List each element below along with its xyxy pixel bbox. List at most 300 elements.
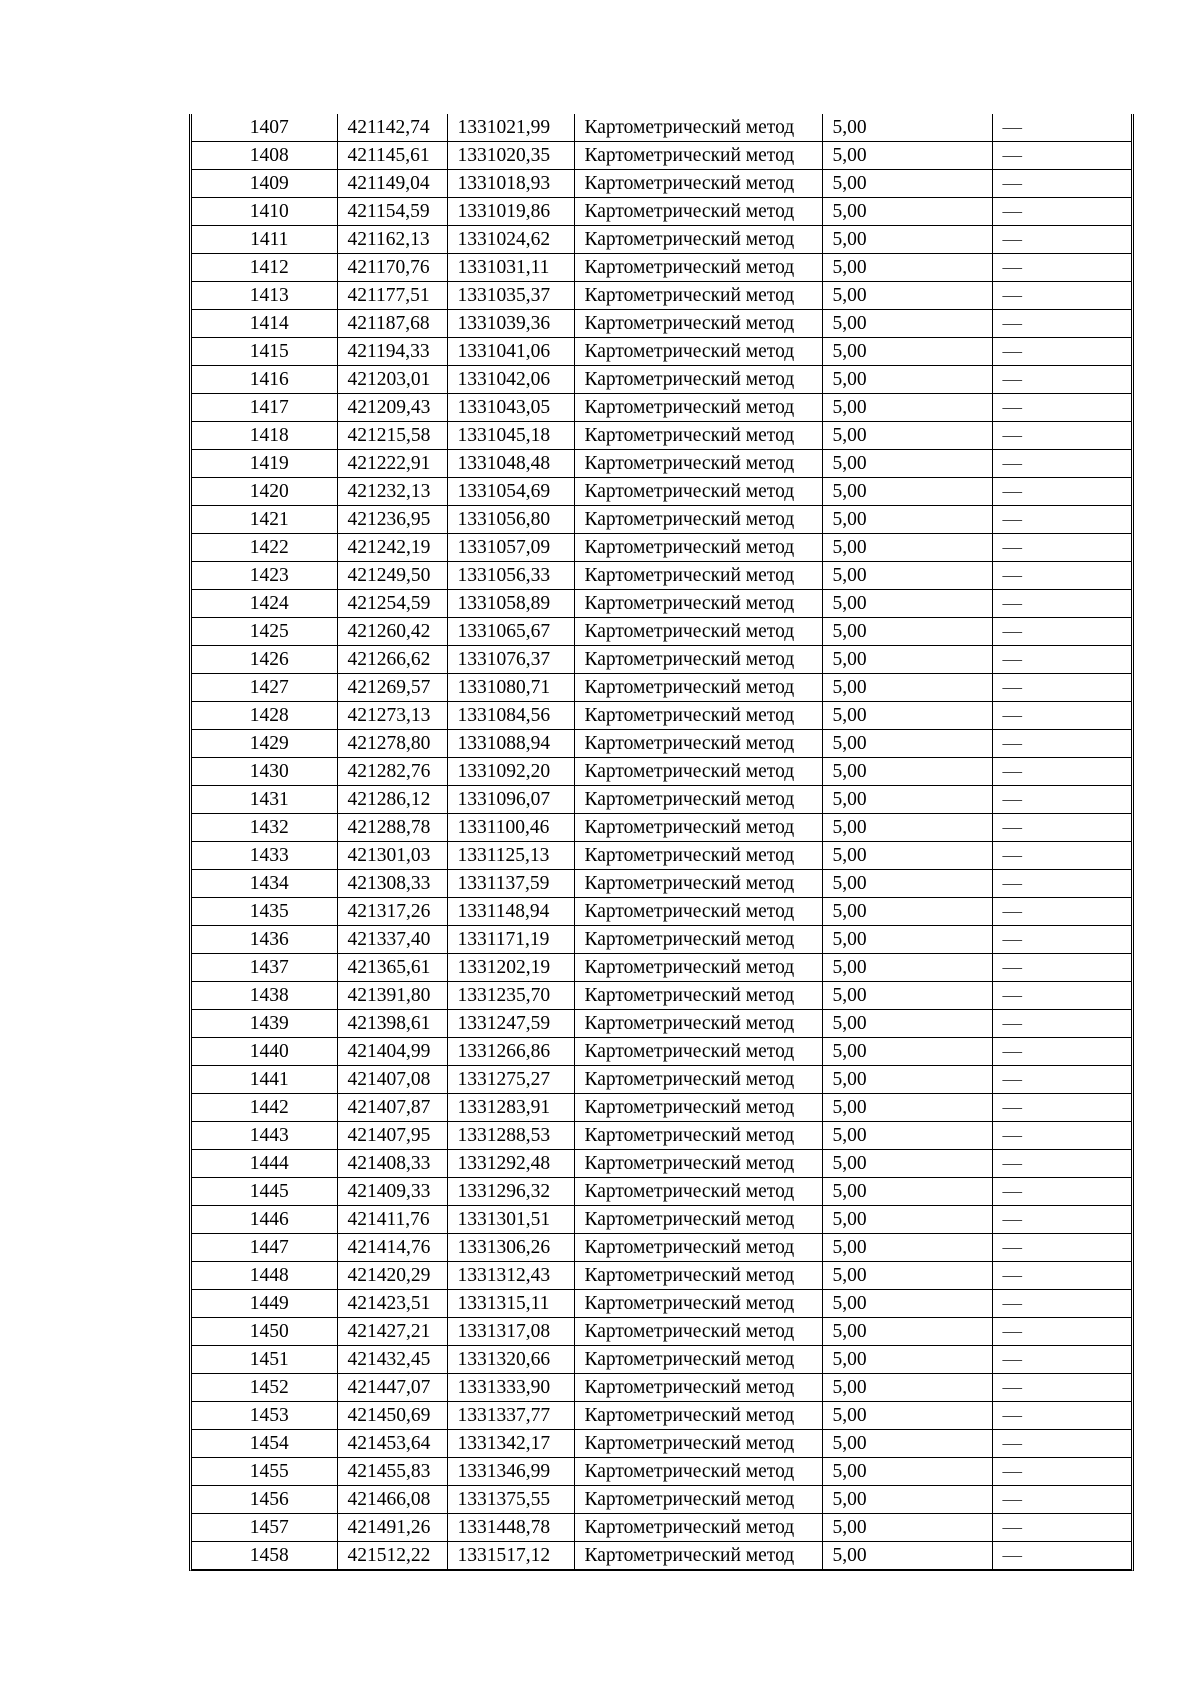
point-number-cell: 1458 (192, 1542, 337, 1570)
y-coordinate-cell: 1331346,99 (447, 1458, 574, 1486)
accuracy-cell: 5,00 (822, 254, 992, 282)
method-cell: Картометрический метод (574, 1514, 822, 1542)
point-number-cell: 1430 (192, 758, 337, 786)
y-coordinate-cell: 1331021,99 (447, 114, 574, 142)
coordinates-table (192, 114, 1131, 1570)
accuracy-cell: 5,00 (822, 814, 992, 842)
point-number-cell: 1418 (192, 422, 337, 450)
x-coordinate-cell: 421149,04 (337, 170, 447, 198)
note-cell: — (992, 1542, 1131, 1570)
y-coordinate-cell: 1331042,06 (447, 366, 574, 394)
table-row (192, 1262, 1131, 1290)
note-cell: — (992, 1066, 1131, 1094)
table-row (192, 226, 1131, 254)
point-number-cell: 1446 (192, 1206, 337, 1234)
point-number-cell: 1429 (192, 730, 337, 758)
point-number-cell: 1453 (192, 1402, 337, 1430)
table-row (192, 1150, 1131, 1178)
method-cell: Картометрический метод (574, 954, 822, 982)
accuracy-cell: 5,00 (822, 1374, 992, 1402)
method-cell: Картометрический метод (574, 1206, 822, 1234)
x-coordinate-cell: 421432,45 (337, 1346, 447, 1374)
y-coordinate-cell: 1331301,51 (447, 1206, 574, 1234)
x-coordinate-cell: 421447,07 (337, 1374, 447, 1402)
x-coordinate-cell: 421162,13 (337, 226, 447, 254)
point-number-cell: 1415 (192, 338, 337, 366)
y-coordinate-cell: 1331076,37 (447, 646, 574, 674)
accuracy-cell: 5,00 (822, 310, 992, 338)
table-row (192, 534, 1131, 562)
point-number-cell: 1427 (192, 674, 337, 702)
y-coordinate-cell: 1331043,05 (447, 394, 574, 422)
point-number-cell: 1435 (192, 898, 337, 926)
method-cell: Картометрический метод (574, 114, 822, 142)
x-coordinate-cell: 421414,76 (337, 1234, 447, 1262)
y-coordinate-cell: 1331096,07 (447, 786, 574, 814)
note-cell: — (992, 422, 1131, 450)
point-number-cell: 1416 (192, 366, 337, 394)
x-coordinate-cell: 421269,57 (337, 674, 447, 702)
y-coordinate-cell: 1331054,69 (447, 478, 574, 506)
method-cell: Картометрический метод (574, 534, 822, 562)
x-coordinate-cell: 421260,42 (337, 618, 447, 646)
point-number-cell: 1438 (192, 982, 337, 1010)
table-row (192, 310, 1131, 338)
y-coordinate-cell: 1331306,26 (447, 1234, 574, 1262)
method-cell: Картометрический метод (574, 786, 822, 814)
table-row (192, 562, 1131, 590)
point-number-cell: 1434 (192, 870, 337, 898)
x-coordinate-cell: 421242,19 (337, 534, 447, 562)
note-cell: — (992, 170, 1131, 198)
accuracy-cell: 5,00 (822, 366, 992, 394)
point-number-cell: 1407 (192, 114, 337, 142)
note-cell: — (992, 1290, 1131, 1318)
note-cell: — (992, 954, 1131, 982)
y-coordinate-cell: 1331024,62 (447, 226, 574, 254)
note-cell: — (992, 1150, 1131, 1178)
x-coordinate-cell: 421282,76 (337, 758, 447, 786)
note-cell: — (992, 1178, 1131, 1206)
point-number-cell: 1413 (192, 282, 337, 310)
y-coordinate-cell: 1331019,86 (447, 198, 574, 226)
note-cell: — (992, 198, 1131, 226)
note-cell: — (992, 1234, 1131, 1262)
accuracy-cell: 5,00 (822, 1038, 992, 1066)
accuracy-cell: 5,00 (822, 338, 992, 366)
x-coordinate-cell: 421398,61 (337, 1010, 447, 1038)
method-cell: Картометрический метод (574, 1374, 822, 1402)
x-coordinate-cell: 421411,76 (337, 1206, 447, 1234)
point-number-cell: 1437 (192, 954, 337, 982)
method-cell: Картометрический метод (574, 1542, 822, 1570)
table-row (192, 1094, 1131, 1122)
table-row (192, 1038, 1131, 1066)
table-row (192, 1066, 1131, 1094)
y-coordinate-cell: 1331312,43 (447, 1262, 574, 1290)
accuracy-cell: 5,00 (822, 506, 992, 534)
x-coordinate-cell: 421308,33 (337, 870, 447, 898)
note-cell: — (992, 926, 1131, 954)
point-number-cell: 1452 (192, 1374, 337, 1402)
y-coordinate-cell: 1331045,18 (447, 422, 574, 450)
coordinates-table-frame (189, 114, 1134, 1571)
y-coordinate-cell: 1331292,48 (447, 1150, 574, 1178)
x-coordinate-cell: 421391,80 (337, 982, 447, 1010)
table-row (192, 674, 1131, 702)
note-cell: — (992, 366, 1131, 394)
point-number-cell: 1425 (192, 618, 337, 646)
note-cell: — (992, 1514, 1131, 1542)
point-number-cell: 1436 (192, 926, 337, 954)
x-coordinate-cell: 421407,08 (337, 1066, 447, 1094)
point-number-cell: 1456 (192, 1486, 337, 1514)
x-coordinate-cell: 421427,21 (337, 1318, 447, 1346)
x-coordinate-cell: 421209,43 (337, 394, 447, 422)
method-cell: Картометрический метод (574, 758, 822, 786)
x-coordinate-cell: 421408,33 (337, 1150, 447, 1178)
note-cell: — (992, 786, 1131, 814)
accuracy-cell: 5,00 (822, 1542, 992, 1570)
point-number-cell: 1450 (192, 1318, 337, 1346)
accuracy-cell: 5,00 (822, 170, 992, 198)
table-row (192, 870, 1131, 898)
y-coordinate-cell: 1331247,59 (447, 1010, 574, 1038)
x-coordinate-cell: 421420,29 (337, 1262, 447, 1290)
x-coordinate-cell: 421301,03 (337, 842, 447, 870)
x-coordinate-cell: 421365,61 (337, 954, 447, 982)
point-number-cell: 1439 (192, 1010, 337, 1038)
accuracy-cell: 5,00 (822, 1066, 992, 1094)
accuracy-cell: 5,00 (822, 1234, 992, 1262)
note-cell: — (992, 534, 1131, 562)
accuracy-cell: 5,00 (822, 758, 992, 786)
table-row (192, 1346, 1131, 1374)
table-row (192, 1486, 1131, 1514)
table-row (192, 954, 1131, 982)
point-number-cell: 1408 (192, 142, 337, 170)
note-cell: — (992, 394, 1131, 422)
y-coordinate-cell: 1331039,36 (447, 310, 574, 338)
point-number-cell: 1409 (192, 170, 337, 198)
note-cell: — (992, 282, 1131, 310)
table-row (192, 282, 1131, 310)
method-cell: Картометрический метод (574, 618, 822, 646)
x-coordinate-cell: 421278,80 (337, 730, 447, 758)
x-coordinate-cell: 421154,59 (337, 198, 447, 226)
accuracy-cell: 5,00 (822, 422, 992, 450)
accuracy-cell: 5,00 (822, 898, 992, 926)
y-coordinate-cell: 1331084,56 (447, 702, 574, 730)
table-row (192, 198, 1131, 226)
accuracy-cell: 5,00 (822, 590, 992, 618)
accuracy-cell: 5,00 (822, 674, 992, 702)
table-row (192, 1430, 1131, 1458)
note-cell: — (992, 338, 1131, 366)
x-coordinate-cell: 421222,91 (337, 450, 447, 478)
y-coordinate-cell: 1331342,17 (447, 1430, 574, 1458)
note-cell: — (992, 310, 1131, 338)
point-number-cell: 1419 (192, 450, 337, 478)
x-coordinate-cell: 421177,51 (337, 282, 447, 310)
x-coordinate-cell: 421455,83 (337, 1458, 447, 1486)
table-row (192, 1290, 1131, 1318)
y-coordinate-cell: 1331041,06 (447, 338, 574, 366)
accuracy-cell: 5,00 (822, 1290, 992, 1318)
method-cell: Картометрический метод (574, 1150, 822, 1178)
table-row (192, 646, 1131, 674)
y-coordinate-cell: 1331018,93 (447, 170, 574, 198)
point-number-cell: 1423 (192, 562, 337, 590)
x-coordinate-cell: 421407,95 (337, 1122, 447, 1150)
accuracy-cell: 5,00 (822, 730, 992, 758)
y-coordinate-cell: 1331058,89 (447, 590, 574, 618)
table-row (192, 1458, 1131, 1486)
method-cell: Картометрический метод (574, 1094, 822, 1122)
table-row (192, 1374, 1131, 1402)
x-coordinate-cell: 421170,76 (337, 254, 447, 282)
note-cell: — (992, 982, 1131, 1010)
point-number-cell: 1424 (192, 590, 337, 618)
note-cell: — (992, 1206, 1131, 1234)
method-cell: Картометрический метод (574, 1346, 822, 1374)
note-cell: — (992, 1038, 1131, 1066)
x-coordinate-cell: 421266,62 (337, 646, 447, 674)
method-cell: Картометрический метод (574, 590, 822, 618)
table-row (192, 898, 1131, 926)
point-number-cell: 1449 (192, 1290, 337, 1318)
table-row (192, 1122, 1131, 1150)
table-row (192, 758, 1131, 786)
point-number-cell: 1426 (192, 646, 337, 674)
table-row (192, 478, 1131, 506)
method-cell: Картометрический метод (574, 898, 822, 926)
y-coordinate-cell: 1331092,20 (447, 758, 574, 786)
point-number-cell: 1447 (192, 1234, 337, 1262)
point-number-cell: 1422 (192, 534, 337, 562)
table-row (192, 1514, 1131, 1542)
accuracy-cell: 5,00 (822, 1430, 992, 1458)
note-cell: — (992, 646, 1131, 674)
y-coordinate-cell: 1331202,19 (447, 954, 574, 982)
y-coordinate-cell: 1331266,86 (447, 1038, 574, 1066)
method-cell: Картометрический метод (574, 478, 822, 506)
y-coordinate-cell: 1331337,77 (447, 1402, 574, 1430)
point-number-cell: 1428 (192, 702, 337, 730)
x-coordinate-cell: 421407,87 (337, 1094, 447, 1122)
table-row (192, 394, 1131, 422)
y-coordinate-cell: 1331137,59 (447, 870, 574, 898)
note-cell: — (992, 450, 1131, 478)
note-cell: — (992, 142, 1131, 170)
y-coordinate-cell: 1331375,55 (447, 1486, 574, 1514)
y-coordinate-cell: 1331031,11 (447, 254, 574, 282)
table-row (192, 506, 1131, 534)
note-cell: — (992, 1402, 1131, 1430)
table-row (192, 618, 1131, 646)
y-coordinate-cell: 1331275,27 (447, 1066, 574, 1094)
method-cell: Картометрический метод (574, 842, 822, 870)
y-coordinate-cell: 1331057,09 (447, 534, 574, 562)
accuracy-cell: 5,00 (822, 954, 992, 982)
method-cell: Картометрический метод (574, 1290, 822, 1318)
y-coordinate-cell: 1331448,78 (447, 1514, 574, 1542)
table-row (192, 1206, 1131, 1234)
y-coordinate-cell: 1331100,46 (447, 814, 574, 842)
method-cell: Картометрический метод (574, 226, 822, 254)
note-cell: — (992, 898, 1131, 926)
note-cell: — (992, 1430, 1131, 1458)
x-coordinate-cell: 421145,61 (337, 142, 447, 170)
y-coordinate-cell: 1331035,37 (447, 282, 574, 310)
method-cell: Картометрический метод (574, 982, 822, 1010)
accuracy-cell: 5,00 (822, 1486, 992, 1514)
accuracy-cell: 5,00 (822, 842, 992, 870)
x-coordinate-cell: 421232,13 (337, 478, 447, 506)
accuracy-cell: 5,00 (822, 870, 992, 898)
point-number-cell: 1445 (192, 1178, 337, 1206)
x-coordinate-cell: 421404,99 (337, 1038, 447, 1066)
y-coordinate-cell: 1331320,66 (447, 1346, 574, 1374)
method-cell: Картометрический метод (574, 506, 822, 534)
accuracy-cell: 5,00 (822, 1346, 992, 1374)
point-number-cell: 1444 (192, 1150, 337, 1178)
method-cell: Картометрический метод (574, 926, 822, 954)
table-row (192, 730, 1131, 758)
accuracy-cell: 5,00 (822, 226, 992, 254)
method-cell: Картометрический метод (574, 562, 822, 590)
y-coordinate-cell: 1331148,94 (447, 898, 574, 926)
y-coordinate-cell: 1331171,19 (447, 926, 574, 954)
table-row (192, 170, 1131, 198)
accuracy-cell: 5,00 (822, 450, 992, 478)
accuracy-cell: 5,00 (822, 982, 992, 1010)
y-coordinate-cell: 1331315,11 (447, 1290, 574, 1318)
note-cell: — (992, 1346, 1131, 1374)
method-cell: Картометрический метод (574, 646, 822, 674)
table-row (192, 450, 1131, 478)
accuracy-cell: 5,00 (822, 534, 992, 562)
table-row (192, 1010, 1131, 1038)
x-coordinate-cell: 421512,22 (337, 1542, 447, 1570)
point-number-cell: 1421 (192, 506, 337, 534)
method-cell: Картометрический метод (574, 1010, 822, 1038)
table-row (192, 842, 1131, 870)
y-coordinate-cell: 1331056,33 (447, 562, 574, 590)
y-coordinate-cell: 1331288,53 (447, 1122, 574, 1150)
table-row (192, 254, 1131, 282)
y-coordinate-cell: 1331088,94 (447, 730, 574, 758)
method-cell: Картометрический метод (574, 1458, 822, 1486)
note-cell: — (992, 506, 1131, 534)
note-cell: — (992, 1010, 1131, 1038)
accuracy-cell: 5,00 (822, 1514, 992, 1542)
accuracy-cell: 5,00 (822, 394, 992, 422)
point-number-cell: 1410 (192, 198, 337, 226)
table-row (192, 1178, 1131, 1206)
table-row (192, 1542, 1131, 1570)
accuracy-cell: 5,00 (822, 1318, 992, 1346)
accuracy-cell: 5,00 (822, 618, 992, 646)
note-cell: — (992, 1486, 1131, 1514)
y-coordinate-cell: 1331048,48 (447, 450, 574, 478)
note-cell: — (992, 674, 1131, 702)
point-number-cell: 1448 (192, 1262, 337, 1290)
method-cell: Картометрический метод (574, 730, 822, 758)
method-cell: Картометрический метод (574, 394, 822, 422)
method-cell: Картометрический метод (574, 814, 822, 842)
accuracy-cell: 5,00 (822, 282, 992, 310)
x-coordinate-cell: 421453,64 (337, 1430, 447, 1458)
table-row (192, 1234, 1131, 1262)
method-cell: Картометрический метод (574, 254, 822, 282)
note-cell: — (992, 702, 1131, 730)
table-row (192, 1318, 1131, 1346)
note-cell: — (992, 478, 1131, 506)
x-coordinate-cell: 421215,58 (337, 422, 447, 450)
table-row (192, 366, 1131, 394)
y-coordinate-cell: 1331283,91 (447, 1094, 574, 1122)
x-coordinate-cell: 421423,51 (337, 1290, 447, 1318)
note-cell: — (992, 226, 1131, 254)
table-row (192, 590, 1131, 618)
accuracy-cell: 5,00 (822, 786, 992, 814)
method-cell: Картометрический метод (574, 282, 822, 310)
y-coordinate-cell: 1331317,08 (447, 1318, 574, 1346)
point-number-cell: 1451 (192, 1346, 337, 1374)
method-cell: Картометрический метод (574, 450, 822, 478)
note-cell: — (992, 842, 1131, 870)
accuracy-cell: 5,00 (822, 142, 992, 170)
x-coordinate-cell: 421187,68 (337, 310, 447, 338)
method-cell: Картометрический метод (574, 170, 822, 198)
x-coordinate-cell: 421450,69 (337, 1402, 447, 1430)
x-coordinate-cell: 421288,78 (337, 814, 447, 842)
x-coordinate-cell: 421273,13 (337, 702, 447, 730)
accuracy-cell: 5,00 (822, 646, 992, 674)
method-cell: Картометрический метод (574, 870, 822, 898)
method-cell: Картометрический метод (574, 1318, 822, 1346)
method-cell: Картометрический метод (574, 142, 822, 170)
point-number-cell: 1441 (192, 1066, 337, 1094)
x-coordinate-cell: 421317,26 (337, 898, 447, 926)
x-coordinate-cell: 421286,12 (337, 786, 447, 814)
accuracy-cell: 5,00 (822, 1402, 992, 1430)
accuracy-cell: 5,00 (822, 114, 992, 142)
x-coordinate-cell: 421466,08 (337, 1486, 447, 1514)
x-coordinate-cell: 421203,01 (337, 366, 447, 394)
note-cell: — (992, 1458, 1131, 1486)
y-coordinate-cell: 1331056,80 (447, 506, 574, 534)
accuracy-cell: 5,00 (822, 1178, 992, 1206)
note-cell: — (992, 1374, 1131, 1402)
table-row (192, 702, 1131, 730)
table-row (192, 982, 1131, 1010)
table-row (192, 814, 1131, 842)
y-coordinate-cell: 1331333,90 (447, 1374, 574, 1402)
method-cell: Картометрический метод (574, 702, 822, 730)
y-coordinate-cell: 1331065,67 (447, 618, 574, 646)
accuracy-cell: 5,00 (822, 702, 992, 730)
method-cell: Картометрический метод (574, 1038, 822, 1066)
x-coordinate-cell: 421194,33 (337, 338, 447, 366)
y-coordinate-cell: 1331296,32 (447, 1178, 574, 1206)
accuracy-cell: 5,00 (822, 198, 992, 226)
accuracy-cell: 5,00 (822, 1150, 992, 1178)
table-row (192, 114, 1131, 142)
x-coordinate-cell: 421337,40 (337, 926, 447, 954)
point-number-cell: 1420 (192, 478, 337, 506)
